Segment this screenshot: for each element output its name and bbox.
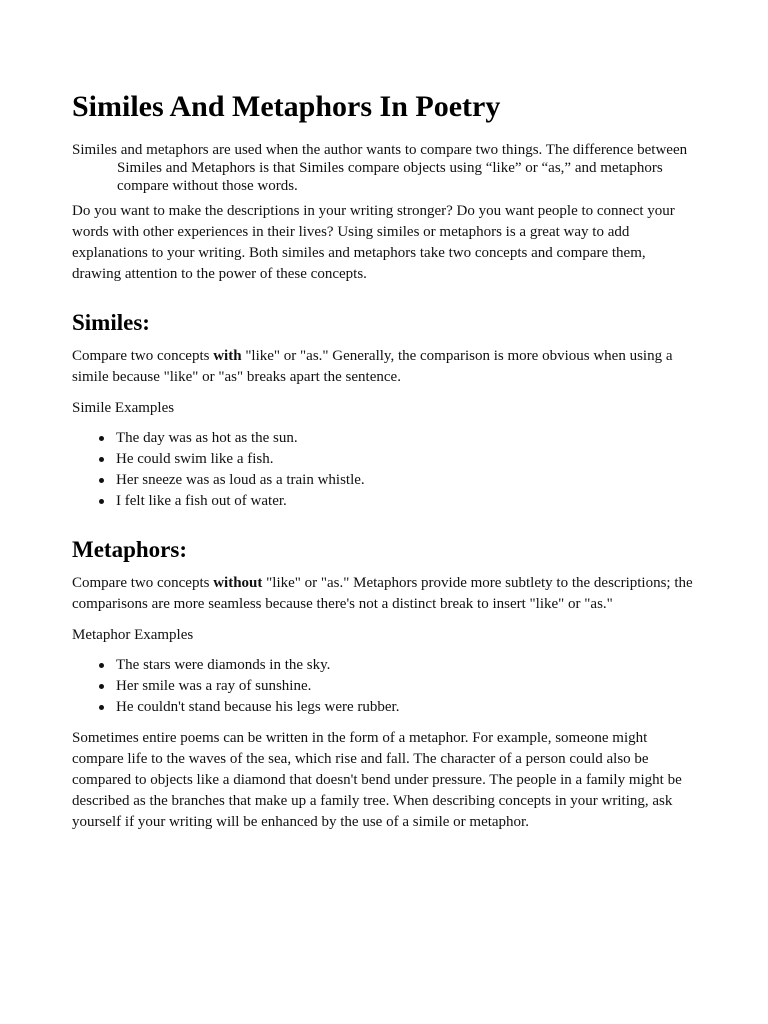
page-title: Similes And Metaphors In Poetry bbox=[72, 90, 501, 123]
similes-desc-before: Compare two concepts bbox=[72, 348, 214, 364]
simile-examples-label: Simile Examples bbox=[72, 400, 175, 416]
list-item: He couldn't stand because his legs were rubber. bbox=[116, 697, 696, 718]
similes-description bbox=[72, 346, 696, 388]
intro-body: Do you want to make the descriptions in your writing stronger? Do you want people to connect your words with other experiences in their lives? Using similes or metaphors is a great way to add explanations to your writing. Both similes and metaphors take two concepts and compare them, drawing attention to the power of these concepts. bbox=[72, 203, 675, 282]
list-item: Her smile was a ray of sunshine. bbox=[116, 676, 696, 697]
intro-definition: Similes and metaphors are used when the author wants to compare two things. The difference between Similes and Metaphors is that Similes compare objects using “like” or “as,” and metaphors compare without those words. bbox=[72, 142, 688, 194]
metaphors-heading: Metaphors: bbox=[72, 537, 187, 562]
metaphors-desc-before: Compare two concepts bbox=[72, 575, 214, 591]
metaphor-examples-list bbox=[72, 655, 696, 718]
similes-desc-bold: with bbox=[213, 348, 242, 364]
list-item: The day was as hot as the sun. bbox=[116, 428, 696, 449]
list-item: Her sneeze was as loud as a train whistle. bbox=[116, 470, 696, 491]
metaphors-description bbox=[72, 573, 696, 615]
metaphor-examples-label: Metaphor Examples bbox=[72, 627, 194, 643]
list-item: The stars were diamonds in the sky. bbox=[116, 655, 696, 676]
closing-paragraph: Sometimes entire poems can be written in the form of a metaphor. For example, someone might compare life to the waves of the sea, which rise and fall. The character of a person could also be compared to objects like a diamond that doesn't bend under pressure. The people in a family might be described as the branches that make up a family tree. When describing concepts in your writing, ask yourself if your writing will be enhanced by the use of a simile or metaphor. bbox=[72, 730, 682, 830]
similes-heading: Similes: bbox=[72, 310, 150, 335]
similes-desc-after: "like" or "as." Generally, the comparison is more obvious when using a simile because "like" or "as" breaks apart the sentence. bbox=[72, 348, 673, 385]
metaphors-desc-after: "like" or "as." Metaphors provide more subtlety to the descriptions; the comparisons are more seamless because there's not a distinct break to insert "like" or "as." bbox=[72, 575, 693, 612]
list-item: He could swim like a fish. bbox=[116, 449, 696, 470]
list-item: I felt like a fish out of water. bbox=[116, 491, 696, 512]
simile-examples-list bbox=[72, 428, 696, 512]
metaphors-desc-bold: without bbox=[213, 575, 263, 591]
